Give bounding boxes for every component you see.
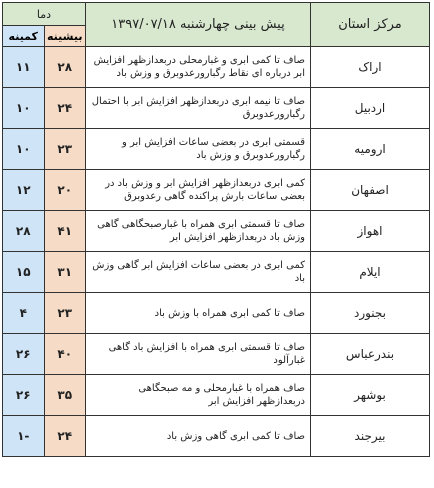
max-temp: ۳۱	[44, 252, 86, 293]
max-temp: ۲۳	[44, 293, 86, 334]
header-max-temp: بیشینه	[44, 26, 86, 47]
table-row	[3, 293, 430, 334]
min-temp: ۱۵	[3, 252, 45, 293]
max-temp: ۴۱	[44, 211, 86, 252]
forecast-text: کمی ابری در بعضی ساعات افزایش ابر گاهی وزش باد	[86, 252, 311, 293]
forecast-text: کمی ابری دربعدازظهر افزایش ابر و وزش باد در بعضی ساعات بارش پراکنده گاهی رعدوبرق	[86, 170, 311, 211]
min-temp: ۴	[3, 293, 45, 334]
header-min-temp: کمینه	[3, 26, 45, 47]
table-row	[3, 47, 430, 88]
forecast-text: صاف تا کمی ابری همراه با وزش باد	[86, 293, 311, 334]
forecast-table	[2, 2, 430, 457]
min-temp: ۱۰	[3, 129, 45, 170]
min-temp: ۲۶	[3, 375, 45, 416]
table-body	[3, 47, 430, 457]
station-name: اهواز	[311, 211, 430, 252]
header-station: مرکز استان	[311, 3, 430, 47]
min-temp: -۱	[3, 416, 45, 457]
station-name: ایلام	[311, 252, 430, 293]
header-forecast-date: پیش بینی چهارشنبه ۱۳۹۷/۰۷/۱۸	[86, 3, 311, 47]
forecast-text: صاف تا کمی ابری و غبارمحلی دربعدازظهر افزایش ابر درباره ای نقاط رگبارورعدوبرق و وزش باد	[86, 47, 311, 88]
min-temp: ۱۰	[3, 88, 45, 129]
station-name: اصفهان	[311, 170, 430, 211]
max-temp: ۳۵	[44, 375, 86, 416]
min-temp: ۲۶	[3, 334, 45, 375]
table-row	[3, 170, 430, 211]
table-row	[3, 88, 430, 129]
station-name: بوشهر	[311, 375, 430, 416]
table-row	[3, 211, 430, 252]
max-temp: ۲۴	[44, 416, 86, 457]
forecast-text: قسمتی ابری در بعضی ساعات افزایش ابر و رگبارورعدوبرق و وزش باد	[86, 129, 311, 170]
table-row	[3, 252, 430, 293]
station-name: بندرعباس	[311, 334, 430, 375]
forecast-text: صاف تا قسمتی ابری همراه با غبارصبحگاهی گاهی وزش باد دربعدازظهر افزایش ابر	[86, 211, 311, 252]
station-name: بجنورد	[311, 293, 430, 334]
table-row	[3, 416, 430, 457]
forecast-text: صاف همراه با غبارمحلی و مه صبحگاهی دربعدازظهر افزایش ابر	[86, 375, 311, 416]
header-temperature: دما	[3, 3, 86, 26]
forecast-text: صاف تا کمی ابری گاهی وزش باد	[86, 416, 311, 457]
table-row	[3, 375, 430, 416]
max-temp: ۲۴	[44, 88, 86, 129]
min-temp: ۱۱	[3, 47, 45, 88]
forecast-text: صاف تا قسمتی ابری همراه با افزایش باد گاهی غبارآلود	[86, 334, 311, 375]
station-name: ارومیه	[311, 129, 430, 170]
max-temp: ۲۳	[44, 129, 86, 170]
max-temp: ۲۸	[44, 47, 86, 88]
forecast-text: صاف تا نیمه ابری دربعدازظهر افزایش ابر با احتمال رگبارورعدوبرق	[86, 88, 311, 129]
table-row	[3, 334, 430, 375]
table-row	[3, 129, 430, 170]
station-name: اردبیل	[311, 88, 430, 129]
min-temp: ۱۲	[3, 170, 45, 211]
max-temp: ۲۰	[44, 170, 86, 211]
station-name: اراک	[311, 47, 430, 88]
min-temp: ۲۸	[3, 211, 45, 252]
station-name: بیرجند	[311, 416, 430, 457]
max-temp: ۴۰	[44, 334, 86, 375]
